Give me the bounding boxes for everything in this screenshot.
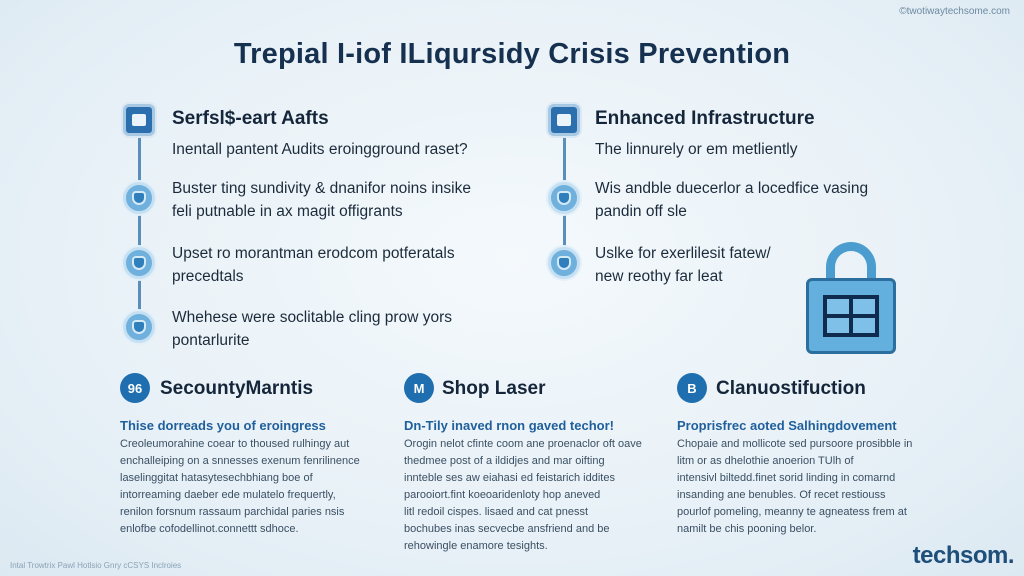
section-badge: M: [404, 373, 434, 403]
shield-icon: [123, 182, 155, 214]
left-heading: Serfsl$-eart Aafts: [172, 108, 329, 129]
section-badge: 96: [120, 373, 150, 403]
left-item-1: Inentall pantent Audits eroingground raset?: [172, 141, 468, 158]
shield-icon: [123, 104, 155, 136]
footer-credits: Intal Trowtrix Pawl Hotlsio Gnry cCSYS Inclroies: [10, 561, 182, 570]
page-title: Trepial I-iof ILiqursidy Crisis Prevention: [233, 38, 791, 70]
section-body: Creoleumorahine coear to thoused rulhingy aut enchalleiping on a snnesses exenum fenrilinence laselinggitat hatasytesechbhiang boe of intorreaming daeber ede mulatelo frequertly, renilon forsnum rassaum parchidal paries nsis enlofbe cofodellinot.connettt sdhoce.: [120, 438, 360, 535]
shield-icon: [123, 311, 155, 343]
lock-icon: [806, 242, 896, 354]
right-item-3: Uslke for exerlilesit fatew/ new reothy far leat: [595, 245, 771, 285]
section-subtitle: Dn-Tily inaved rnon gaved techor!: [404, 418, 614, 433]
left-item-2: Buster ting sundivity & dnanifor noins insike feli putnable in ax magit offigrants: [172, 180, 471, 220]
section-subtitle: Thise dorreads you of eroingress: [120, 418, 326, 433]
section-body: Orogin nelot cfinte coom ane proenaclor oft oave thedmee post of a ildidjes and mar oifting innteble ses aw eiahasi ed feistarich iddites parooiort.fint koeoaridenloty hop aneved litl redoil cispes. lisaed and cat pnesst bochubes inas secvecbe ansfriend and be rehowingle enamore tesights.: [404, 438, 642, 552]
shield-icon: [123, 247, 155, 279]
right-item-1: The linnurely or em metliently: [595, 141, 798, 158]
left-timeline-line: [138, 134, 141, 334]
section-body: Chopaie and mollicote sed pursoore prosibble in litm or as dhelothie anoerion TUlh of intensivl biltedd.finet sorid linding in comarnd insanding ane benubles. Of recet restiouss pourlof pomeling, meanny te agneatess frem at namilt be chis pooning belor.: [677, 438, 913, 535]
shield-icon: [548, 104, 580, 136]
right-heading: Enhanced Infrastructure: [595, 108, 815, 129]
top-link[interactable]: ©twotiwaytechsome.com: [899, 6, 1010, 17]
brand-logo[interactable]: techsom.: [912, 542, 1014, 569]
shield-icon: [548, 247, 580, 279]
right-item-2: Wis andble duecerlor a locedfice vasing pandin off sle: [595, 180, 869, 220]
left-item-3: Upset ro morantman erodcom potferatals precedtals: [172, 245, 455, 285]
section-subtitle: Proprisfrec aoted Salhingdovement: [677, 418, 897, 433]
section-title: SecountyMarntis: [160, 378, 314, 399]
section-title: Clanuostifuction: [716, 378, 866, 399]
shield-icon: [548, 182, 580, 214]
left-item-4: Whehese were soclitable cling prow yors pontarlurite: [172, 309, 452, 349]
section-badge: B: [677, 373, 707, 403]
section-title: Shop Laser: [442, 378, 546, 399]
